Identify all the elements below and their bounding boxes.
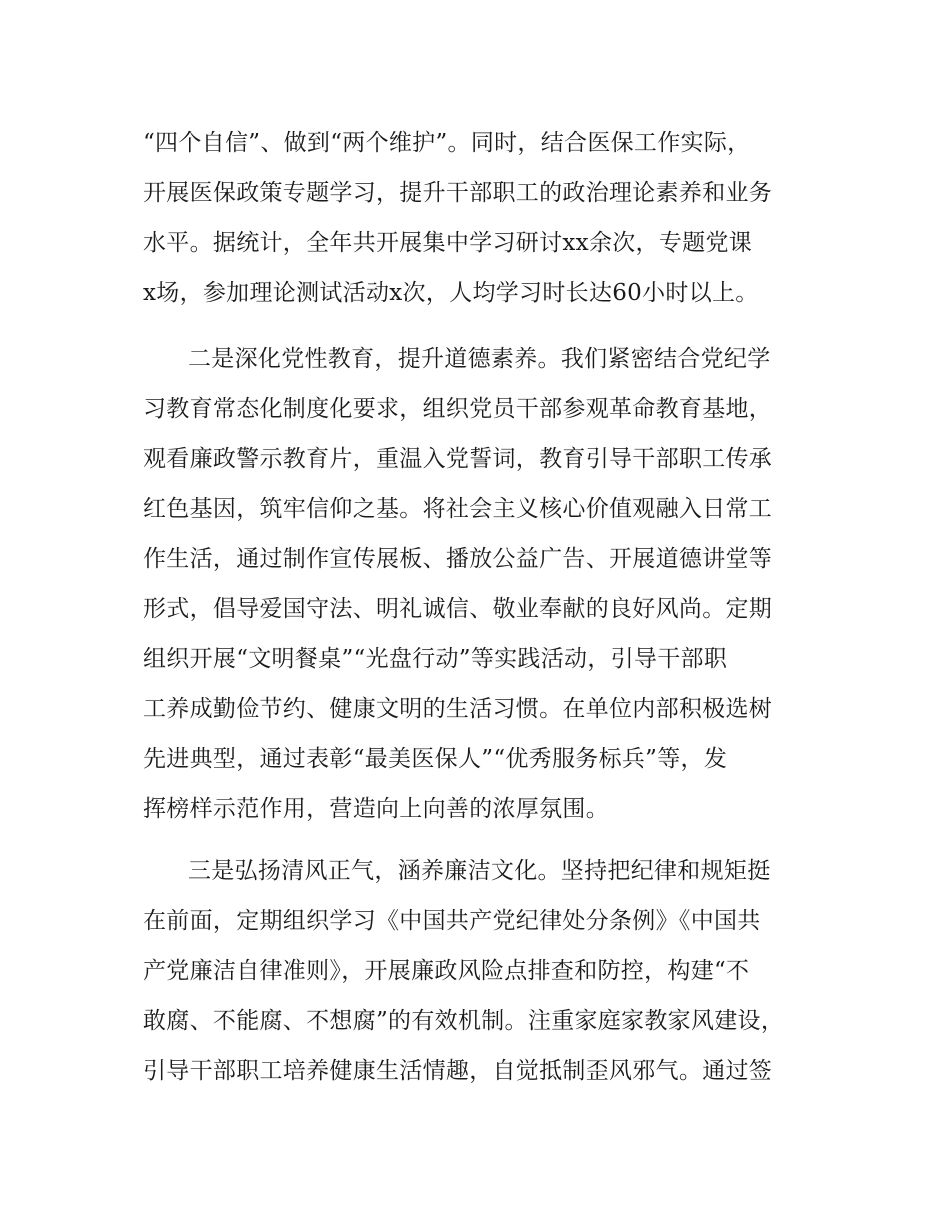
- paragraph-2-line-4: 红色基因，筑牢信仰之基。将社会主义核心价值观融入日常工: [143, 496, 773, 522]
- paragraph-2-line-9: 先进典型，通过表彰“最美医保人”“优秀服务标兵”等，发: [143, 746, 728, 772]
- paragraph-1-line-1: “四个自信”、做到“两个维护”。同时，结合医保工作实际，: [143, 130, 751, 156]
- paragraph-2-line-5: 作生活，通过制作宣传展板、播放公益广告、开展道德讲堂等: [143, 546, 773, 572]
- paragraph-3-line-5: 引导干部职工培养健康生活情趣，自觉抵制歪风邪气。通过签: [143, 1058, 773, 1084]
- paragraph-3-line-4: 敢腐、不能腐、不想腐”的有效机制。注重家庭家教家风建设，: [143, 1008, 785, 1034]
- paragraph-1-line-3: 水平。据统计，全年共开展集中学习研讨xx余次，专题党课: [143, 230, 753, 256]
- paragraph-2-line-8: 工养成勤俭节约、健康文明的生活习惯。在单位内部积极选树: [143, 696, 773, 722]
- paragraph-2-line-1: 二是深化党性教育，提升道德素养。我们紧密结合党纪学: [188, 346, 771, 372]
- paragraph-2-line-2: 习教育常态化制度化要求，组织党员干部参观革命教育基地，: [143, 396, 773, 422]
- paragraph-3-line-1: 三是弘扬清风正气，涵养廉洁文化。坚持把纪律和规矩挺: [188, 858, 771, 884]
- paragraph-1-line-4: x场，参加理论测试活动x次，人均学习时长达60小时以上。: [143, 280, 759, 306]
- paragraph-1-line-2: 开展医保政策专题学习，提升干部职工的政治理论素养和业务: [143, 180, 773, 206]
- paragraph-3-line-2: 在前面，定期组织学习《中国共产党纪律处分条例》《中国共: [143, 908, 761, 934]
- paragraph-2-line-10: 挥榜样示范作用，营造向上向善的浓厚氛围。: [143, 796, 609, 822]
- paragraph-3-line-3: 产党廉洁自律准则》，开展廉政风险点排查和防控，构建“不: [143, 958, 750, 984]
- paragraph-2-line-3: 观看廉政警示教育片，重温入党誓词，教育引导干部职工传承: [143, 446, 773, 472]
- paragraph-2-line-6: 形式，倡导爱国守法、明礼诚信、敬业奉献的良好风尚。定期: [143, 596, 773, 622]
- paragraph-2-line-7: 组织开展“文明餐桌”“光盘行动”等实践活动，引导干部职: [143, 646, 728, 672]
